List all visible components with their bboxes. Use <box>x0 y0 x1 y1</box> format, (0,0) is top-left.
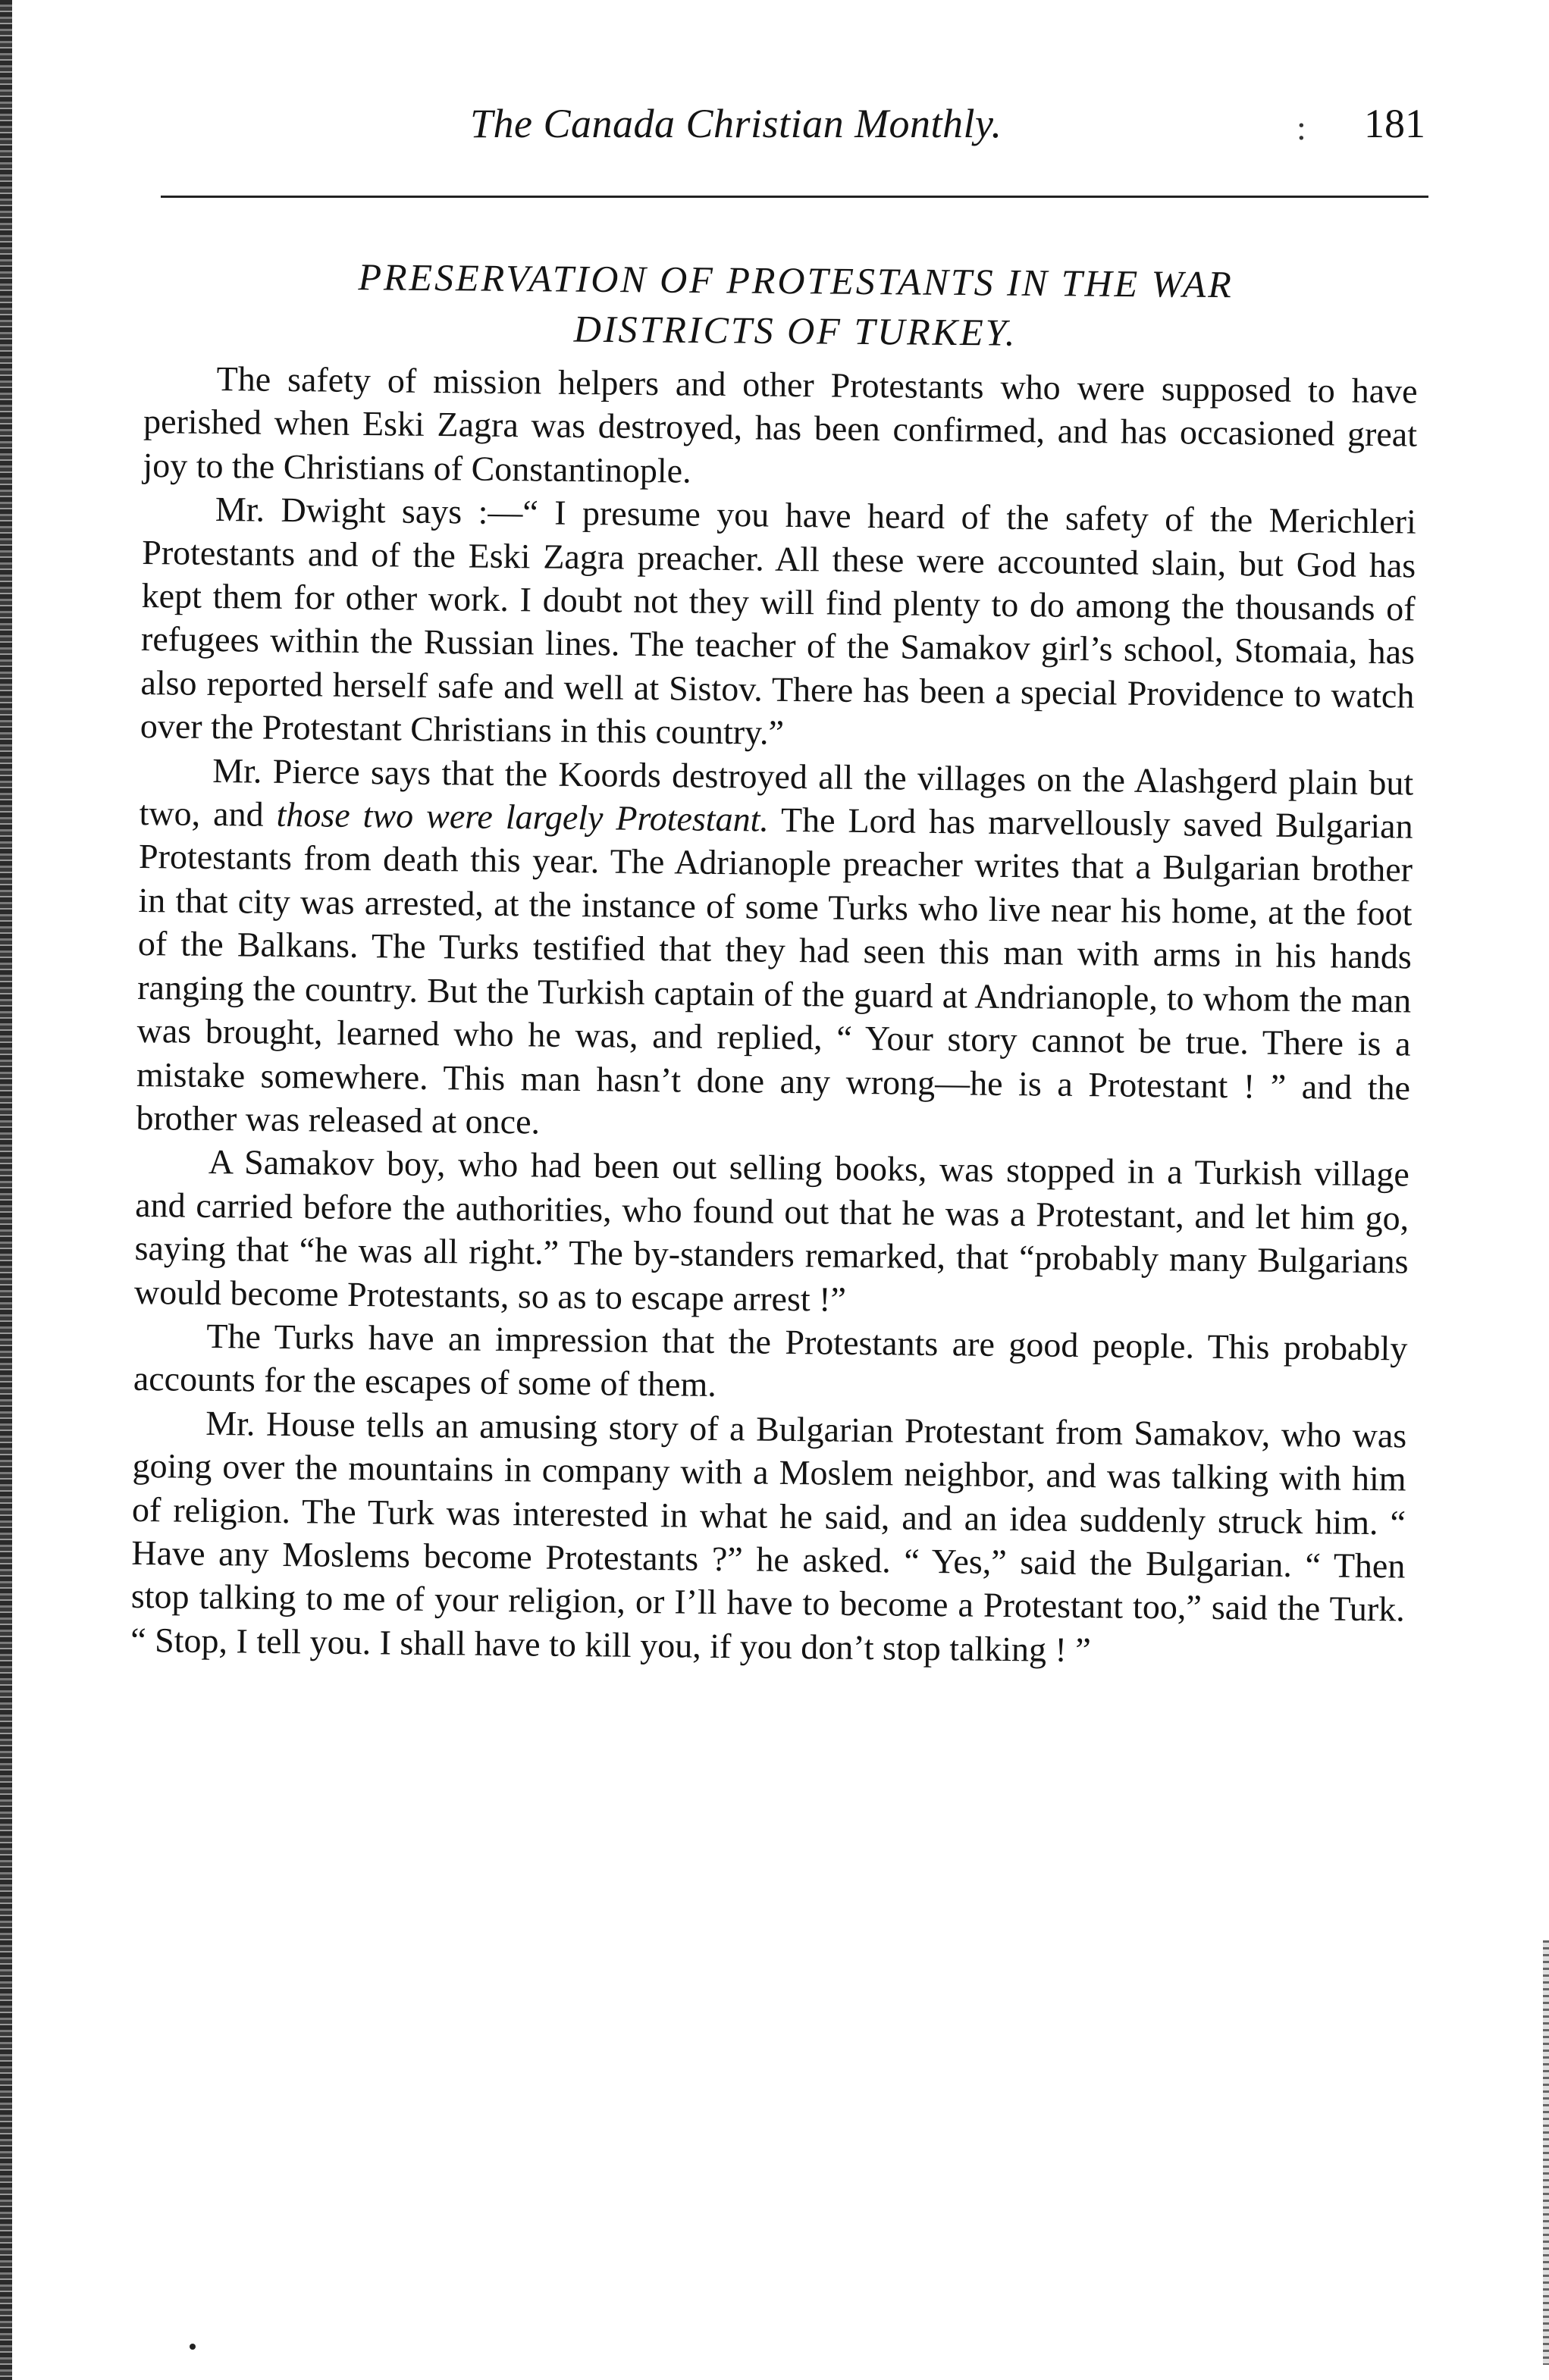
paragraph-1: The safety of mission helpers and other Protestants who were supposed to have perished when Eski Zagra was destroyed, has been confirmed, and has occasioned great joy to the Christians of Constantinople. <box>143 359 1418 490</box>
paragraph-2: Mr. Dwight says :—“ I presume you have heard of the safety of the Merichleri Protestants and of the Eski Zagra preacher. All these were accounted slain, but God has kept them for other work. I doubt not they will find plenty to do among the thousands of refugees within the Russian lines. The teacher of the Samakov girl’s school, Stomaia, has also reported herself safe and well at Sistov. There has been a special Providence to watch over the Protestant Christians in this country.” <box>140 490 1417 753</box>
binding-edge <box>0 0 12 2380</box>
page-number: 181 <box>1364 101 1425 146</box>
article-title <box>174 250 1418 361</box>
running-header <box>470 100 1425 161</box>
paragraph-6: Mr. House tells an amusing story of a Bulgarian Protestant from Samakov, who was going over the mountains in company with a Moslem neighbor, and was talking with him of religion. The Turk was interested in what he said, and an idea suddenly struck him. “ Have any Moslems become Protestants ?” he asked. “ Yes,” said the Bulgarian. “ Then stop talking to me of your religion, or I’ll have to become a Protestant too,” said the Turk. “ Stop, I tell you. I shall have to kill you, if you don’t stop talking ! ” <box>130 1403 1407 1669</box>
article-title-line-2: DISTRICTS OF TURKEY. <box>573 307 1018 354</box>
paragraph-5: The Turks have an impression that the Protestants are good people. This probably accounts for the escapes of some of them. <box>133 1316 1408 1405</box>
page-edge-artifact <box>1543 1940 1549 2365</box>
header-rule <box>161 196 1428 198</box>
paragraph-3-start: Mr. Pierce says that the Koords destroyed all the villages on the Alashgerd plain but two, and <box>139 750 1414 834</box>
paragraph-3-italic: those two were largely Protestant. <box>276 794 770 839</box>
article-title-line-1: PRESERVATION OF PROTESTANTS IN THE WAR <box>358 255 1234 306</box>
paragraph-3-end: The Lord has marvellously saved Bulgarian Protestants from death this year. The Adrianople preacher writes that a Bulgarian brother in that city was arrested, at the instance of some Turks who live near his home, at the foot of the Balkans. The Turks testified that they had seen this man with arms in his hands ranging the country. But the Turkish captain of the guard at Andrianople, to whom the man was brought, learned who he was, and replied, “ Your story cannot be true. There is a mistake somewhere. This man hasn’t done any wrong—he is a Protestant ! ” and the brother was released at once. <box>136 800 1413 1141</box>
article-body <box>130 356 1418 1675</box>
header-separator: : <box>1297 108 1306 147</box>
ink-speck <box>190 2344 196 2350</box>
paragraph-3 <box>136 748 1413 1153</box>
paragraph-4: A Samakov boy, who had been out selling books, was stopped in a Turkish village and carried before the authorities, who found out that he was a Protestant, and let him go, saying that “he was all right.” The by-standers remarked, that “probably many Bulgarians would become Protestants, so as to escape arrest !” <box>133 1142 1410 1319</box>
journal-title: The Canada Christian Monthly. <box>470 101 1002 146</box>
